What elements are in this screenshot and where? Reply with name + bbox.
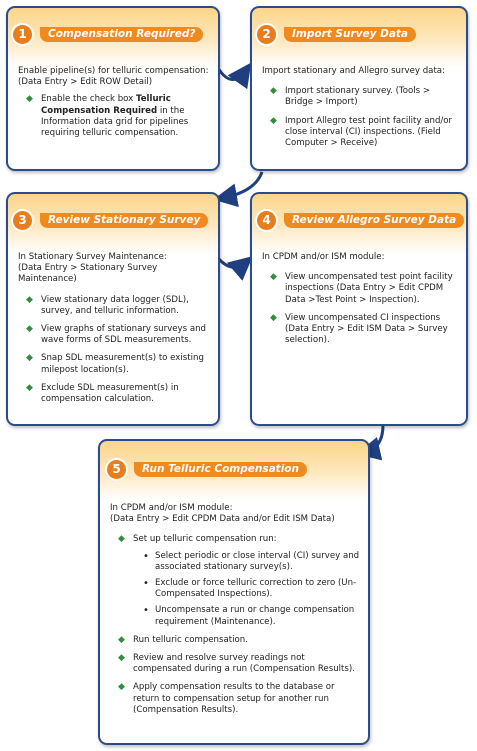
step-5-bullet: ◆ Run telluric compensation. (118, 635, 362, 646)
step-3-intro: In Stationary Survey Maintenance: (18, 252, 167, 262)
step-3-bullets (26, 295, 212, 406)
step-5-path: (Data Entry > Edit CPDM Data and/or Edit ISM Data) (110, 514, 335, 525)
step-1-number: 1 (13, 25, 32, 44)
step-2-bullet: ◆ Import Allegro test point facility and/or close interval (CI) inspections. (Field Computer > Receive) (270, 116, 460, 150)
arrow-3-to-4 (218, 258, 246, 267)
step-3-number: 3 (13, 211, 32, 230)
step-4-bullet: ◆ View uncompensated test point facility inspections (Data Entry > Edit CPDM Data >Test Point > Inspection). (270, 272, 460, 306)
step-4-card (250, 192, 468, 426)
step-3-bullet: ◆ Snap SDL measurement(s) to existing milepost location(s). (26, 353, 212, 375)
step-3-title: Review Stationary Survey (40, 213, 208, 228)
step-2-card (250, 6, 468, 171)
step-4-intro: In CPDM and/or ISM module: (262, 252, 385, 262)
step-1-path: (Data Entry > Edit ROW Detail) (18, 77, 153, 88)
step-5-bullet: ◆ Apply compensation results to the database or return to compensation setup for another run (Compensation Results). (118, 682, 362, 716)
step-4-bullets (270, 272, 460, 346)
step-2-bullets (270, 86, 460, 149)
step-5-bullet: ◆ Review and resolve survey readings not compensated during a run (Compensation Results). (118, 653, 362, 675)
step-5-sub-bullet: • Uncompensate a run or change compensation requirement (Maintenance). (143, 605, 362, 627)
step-5-sub-bullet: • Exclude or force telluric correction to zero (Un-Compensated Inspections). (143, 578, 362, 600)
step-1-card (6, 6, 220, 171)
step-5-card (98, 439, 370, 745)
step-4-title: Review Allegro Survey Data (284, 213, 464, 228)
step-3-bullet: ◆ Exclude SDL measurement(s) in compensation calculation. (26, 383, 212, 405)
step-1-title: Compensation Required? (40, 27, 203, 42)
step-5-setup-bullet: ◆ Set up telluric compensation run: • Select periodic or close interval (CI) survey and associated stationary survey(s). • Exclude or force telluric correction to zero (Un-Compensated Inspections). • Uncompensate a run or change compensation requirement (Maintenance). (118, 534, 362, 627)
step-4-bullet: ◆ View uncompensated CI inspections (Data Entry > Edit ISM Data > Survey selection). (270, 313, 460, 347)
step-4-number: 4 (257, 211, 276, 230)
step-2-title: Import Survey Data (284, 27, 416, 42)
step-1-intro: Enable pipeline(s) for telluric compensation: (18, 66, 209, 76)
step-2-intro: Import stationary and Allegro survey data: (262, 66, 445, 76)
step-3-bullet: ◆ View stationary data logger (SDL), survey, and telluric information. (26, 295, 212, 317)
step-5-sub-bullets (143, 551, 362, 628)
step-5-bullets (118, 534, 362, 716)
step-2-number: 2 (257, 25, 276, 44)
step-1-bullets (26, 94, 212, 139)
step-2-bullet: ◆ Import stationary survey. (Tools > Bridge > Import) (270, 86, 460, 108)
step-5-sub-bullet: • Select periodic or close interval (CI) survey and associated stationary survey(s). (143, 551, 362, 573)
step-5-title: Run Telluric Compensation (134, 462, 307, 477)
step-3-card (6, 192, 220, 426)
step-3-path: (Data Entry > Stationary Survey Maintenance) (18, 263, 158, 285)
step-3-bullet: ◆ View graphs of stationary surveys and wave forms of SDL measurements. (26, 324, 212, 346)
step-5-intro: In CPDM and/or ISM module: (110, 503, 233, 513)
step-5-number: 5 (107, 460, 126, 479)
step-1-bullet: ◆ Enable the check box Telluric Compensation Required in the Information data grid for pipelines requiring telluric compensation. (26, 94, 212, 139)
arrow-1-to-2 (218, 68, 246, 80)
